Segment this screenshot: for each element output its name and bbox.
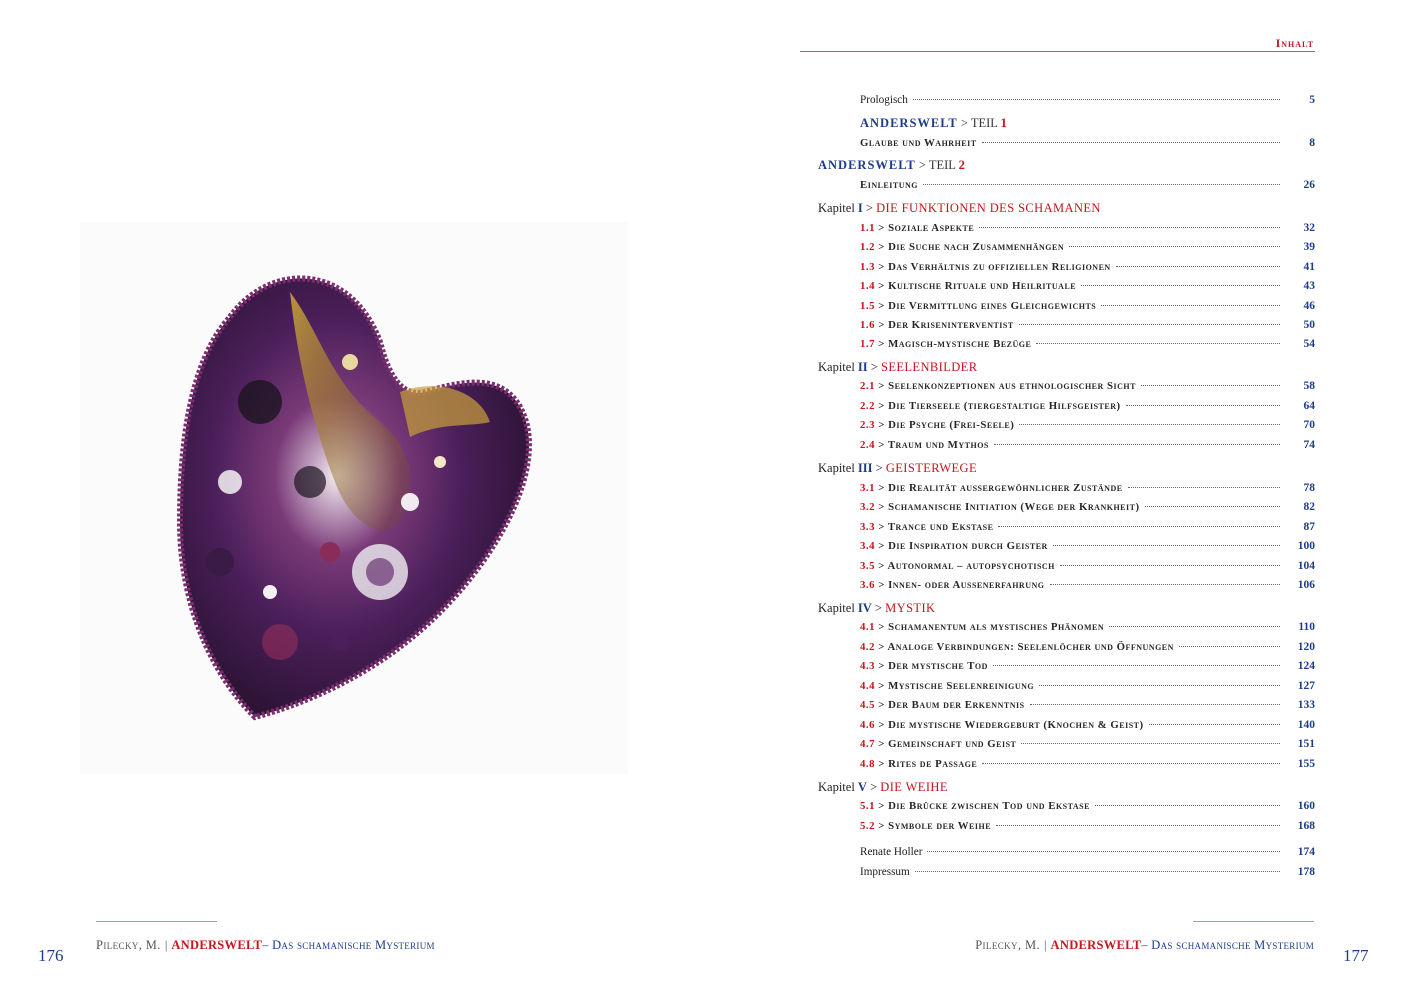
toc-entry-label: 1.1 > Soziale Aspekte: [860, 222, 975, 234]
section-number: 3.3: [860, 521, 875, 533]
footer-separator: |: [164, 938, 168, 952]
toc-entry[interactable]: [860, 418, 1315, 432]
section-title: Kultische Rituale und Heilrituale: [888, 280, 1077, 292]
toc-entry-label: 2.2 > Die Tierseele (tiergestaltige Hilfsgeister): [860, 400, 1121, 412]
section-title: Die Vermittlung eines Gleichgewichts: [888, 300, 1097, 312]
toc-entry[interactable]: [860, 500, 1315, 514]
toc-entry-label: 5.1 > Die Brücke zwischen Tod und Ekstase: [860, 800, 1090, 812]
toc-entry[interactable]: [860, 399, 1315, 413]
section-number: 1.6: [860, 319, 875, 331]
toc-entry[interactable]: [860, 718, 1315, 732]
toc-entry-page: 100: [1297, 540, 1315, 552]
toc-entry-page: 151: [1297, 738, 1315, 750]
section-title: Die Brücke zwischen Tod und Ekstase: [888, 800, 1090, 812]
chapter-title: DIE WEIHE: [880, 780, 948, 794]
leader-dots: [1126, 405, 1280, 406]
toc-entry-page: 26: [1303, 179, 1315, 191]
toc-entry[interactable]: [860, 559, 1315, 573]
section-title: Die Psyche (Frei-Seele): [888, 419, 1015, 431]
toc-entry-page: 104: [1297, 560, 1315, 572]
chapter-title: DIE FUNKTIONEN DES SCHAMANEN: [876, 201, 1101, 215]
toc-entry[interactable]: [860, 757, 1315, 771]
toc-entry-label: 4.5 > Der Baum der Erkenntnis: [860, 699, 1025, 711]
section-number: 5.2: [860, 820, 875, 832]
toc-entry-page: 120: [1297, 641, 1315, 653]
toc-entry-page: 78: [1303, 482, 1315, 494]
section-title: Soziale Aspekte: [888, 222, 975, 234]
toc-entry-label: 5.2 > Symbole der Weihe: [860, 820, 992, 832]
toc-entry[interactable]: [860, 659, 1315, 673]
leader-dots: [1019, 424, 1280, 425]
toc-entry[interactable]: [860, 481, 1315, 495]
toc-entry-page: 106: [1297, 579, 1315, 591]
chapter-heading-3: [818, 461, 977, 476]
toc-entry-impressum[interactable]: [860, 865, 1315, 879]
chapter-heading-2: [818, 360, 977, 375]
toc-entry[interactable]: [860, 279, 1315, 293]
chapter-prefix: Kapitel: [818, 201, 858, 215]
toc-entry-label: 4.8 > Rites de Passage: [860, 758, 978, 770]
chapter-prefix: Kapitel: [818, 601, 858, 615]
toc-entry-label: Renate Holler: [860, 846, 923, 858]
leader-dots: [979, 227, 1280, 228]
section-title: Magisch-mystische Bezüge: [888, 338, 1032, 350]
leader-dots: [913, 99, 1280, 100]
toc-entry-label: 3.1 > Die Realität aussergewöhnlicher Zustände: [860, 482, 1123, 494]
leader-dots: [1109, 626, 1280, 627]
chapter-heading-5: [818, 780, 948, 795]
page-header-title: Inhalt: [1275, 36, 1314, 50]
toc-entry-label: 4.6 > Die mystische Wiedergeburt (Knochen & Geist): [860, 719, 1144, 731]
leader-dots: [1179, 646, 1280, 647]
toc-entry-renate-holler[interactable]: [860, 845, 1315, 859]
toc-entry-page: 41: [1303, 261, 1315, 273]
toc-entry[interactable]: [860, 438, 1315, 452]
leader-dots: [982, 142, 1280, 143]
toc-entry-page: 174: [1297, 846, 1315, 858]
chapter-arrow: >: [872, 461, 886, 475]
leader-dots: [1141, 385, 1280, 386]
chapter-roman: IV: [857, 601, 872, 615]
chapter-prefix: Kapitel: [818, 780, 858, 794]
toc-entry-part2[interactable]: [860, 178, 1315, 192]
toc-entry-page: 58: [1303, 380, 1315, 392]
leader-dots: [998, 526, 1280, 527]
toc-entry[interactable]: [860, 737, 1315, 751]
leader-dots: [982, 763, 1280, 764]
toc-entry[interactable]: [860, 539, 1315, 553]
toc-entry-page: 70: [1303, 419, 1315, 431]
section-number: 4.4: [860, 680, 875, 692]
section-title: Das Verhältnis zu offiziellen Religionen: [888, 261, 1111, 273]
chapter-arrow: >: [866, 780, 881, 794]
leader-dots: [1101, 305, 1280, 306]
section-number: 4.1: [860, 621, 875, 633]
chapter-roman: II: [857, 360, 868, 374]
toc-entry[interactable]: [860, 698, 1315, 712]
toc-entry-page: 127: [1297, 680, 1315, 692]
toc-entry[interactable]: [860, 640, 1315, 654]
section-title: Der Kriseninterventist: [888, 319, 1014, 331]
footer-book-title: ANDERSWELT: [1050, 938, 1142, 952]
section-title: Symbole der Weihe: [888, 820, 992, 832]
section-number: 4.7: [860, 738, 875, 750]
chapter-title: GEISTERWEGE: [885, 461, 978, 475]
toc-entry-page: 74: [1303, 439, 1315, 451]
part-brand: ANDERSWELT: [818, 158, 916, 172]
toc-entry-label: 3.2 > Schamanische Initiation (Wege der Krankheit): [860, 501, 1140, 513]
toc-entry-label: 1.7 > Magisch-mystische Bezüge: [860, 338, 1032, 350]
section-number: 4.3: [860, 660, 875, 672]
section-title: Rites de Passage: [888, 758, 978, 770]
toc-entry[interactable]: [860, 620, 1315, 634]
toc-entry-label: 1.5 > Die Vermittlung eines Gleichgewichts: [860, 300, 1097, 312]
toc-entry[interactable]: [860, 520, 1315, 534]
section-title: Die Tierseele (tiergestaltige Hilfsgeister): [888, 400, 1121, 412]
toc-entry-prolog[interactable]: [860, 93, 1315, 107]
section-title: Schamanentum als mystisches Phänomen: [888, 621, 1105, 633]
part-heading-1: [860, 116, 1007, 131]
leader-dots: [1081, 285, 1280, 286]
footer-book-title: ANDERSWELT: [171, 938, 263, 952]
part-brand: ANDERSWELT: [860, 116, 958, 130]
leader-dots: [1116, 266, 1280, 267]
footer-book-subtitle: – Das schamanische Mysterium: [262, 938, 435, 952]
section-title: Die mystische Wiedergeburt (Knochen & Geist): [888, 719, 1144, 731]
toc-entry-page: 43: [1303, 280, 1315, 292]
section-title: Die Suche nach Zusammenhängen: [888, 241, 1065, 253]
toc-entry-page: 64: [1303, 400, 1315, 412]
section-number: 4.8: [860, 758, 875, 770]
section-number: 1.5: [860, 300, 875, 312]
section-title: Gemeinschaft und Geist: [888, 738, 1017, 750]
section-number: 1.3: [860, 261, 875, 273]
leader-dots: [915, 871, 1280, 872]
toc-entry-label: 2.1 > Seelenkonzeptionen aus ethnologischer Sicht: [860, 380, 1136, 392]
part-heading-2: [818, 158, 965, 173]
section-number: 1.4: [860, 280, 875, 292]
leader-dots: [1050, 584, 1281, 585]
chapter-roman: III: [857, 461, 873, 475]
toc-entry[interactable]: [860, 379, 1315, 393]
section-number: 4.5: [860, 699, 875, 711]
leader-dots: [1030, 704, 1280, 705]
chapter-heading-4: [818, 601, 935, 616]
toc-entry-page: 39: [1303, 241, 1315, 253]
chapter-arrow: >: [862, 201, 877, 215]
toc-entry-page: 160: [1297, 800, 1315, 812]
toc-entry-label: 4.1 > Schamanentum als mystisches Phänomen: [860, 621, 1105, 633]
toc-entry[interactable]: [860, 679, 1315, 693]
section-title: Mystische Seelenreinigung: [888, 680, 1035, 692]
part-number: 1: [1000, 116, 1007, 130]
section-title: Der Baum der Erkenntnis: [888, 699, 1025, 711]
toc-entry-label: 3.4 > Die Inspiration durch Geister: [860, 540, 1048, 552]
leader-dots: [1095, 805, 1280, 806]
toc-entry[interactable]: [860, 318, 1315, 332]
leader-dots: [1069, 246, 1280, 247]
part-label: > TEIL: [915, 158, 959, 172]
toc-entry[interactable]: [860, 337, 1315, 351]
section-number: 2.4: [860, 439, 875, 451]
toc-entry[interactable]: [860, 299, 1315, 313]
toc-entry[interactable]: [860, 221, 1315, 235]
section-title: Analoge Verbindungen: Seelenlöcher und Öffnungen: [887, 641, 1174, 653]
toc-entry-page: 155: [1297, 758, 1315, 770]
section-title: Die Inspiration durch Geister: [888, 540, 1048, 552]
leader-dots: [1149, 724, 1280, 725]
section-title: Der mystische Tod: [888, 660, 988, 672]
section-number: 2.1: [860, 380, 875, 392]
section-title: Trance und Ekstase: [887, 521, 994, 533]
toc-entry-label: 1.6 > Der Kriseninterventist: [860, 319, 1014, 331]
toc-entry-label: 3.6 > Innen- oder Aussenerfahrung: [860, 579, 1045, 591]
leader-dots: [993, 665, 1280, 666]
toc-entry[interactable]: [860, 819, 1315, 833]
section-number: 1.2: [860, 241, 875, 253]
section-title: Traum und Mythos: [887, 439, 989, 451]
leader-dots: [927, 851, 1280, 852]
toc-entry-page: 82: [1303, 501, 1315, 513]
toc-entry-label: 4.7 > Gemeinschaft und Geist: [860, 738, 1017, 750]
chapter-prefix: Kapitel: [818, 461, 858, 475]
toc-entry-page: 8: [1309, 137, 1315, 149]
section-number: 5.1: [860, 800, 875, 812]
section-number: 3.6: [860, 579, 875, 591]
section-number: 3.4: [860, 540, 875, 552]
toc-entry-page: 168: [1297, 820, 1315, 832]
footer-separator: |: [1044, 938, 1047, 952]
leader-dots: [1060, 565, 1280, 566]
toc-entry-label: 2.4 > Traum und Mythos: [860, 439, 989, 451]
toc-entry-label: 1.4 > Kultische Rituale und Heilrituale: [860, 280, 1077, 292]
toc-entry-page: 140: [1297, 719, 1315, 731]
leader-dots: [1053, 545, 1280, 546]
footer-right: [975, 938, 1314, 953]
toc-entry-page: 124: [1297, 660, 1315, 672]
section-number: 3.2: [860, 501, 875, 513]
leader-dots: [994, 444, 1280, 445]
chapter-roman: V: [857, 780, 867, 794]
leader-dots: [1021, 743, 1280, 744]
part-label: > TEIL: [957, 116, 1001, 130]
leader-dots: [996, 825, 1280, 826]
chapter-arrow: >: [871, 601, 886, 615]
footer-author: Pilecky, M.: [96, 938, 161, 952]
toc-entry-page: 54: [1303, 338, 1315, 350]
toc-entry-page: 5: [1309, 94, 1315, 106]
toc-entry-page: 87: [1303, 521, 1315, 533]
toc-entry-page: 32: [1303, 222, 1315, 234]
section-number: 1.7: [860, 338, 875, 350]
leader-dots: [1128, 487, 1280, 488]
chapter-title: SEELENBILDER: [880, 360, 978, 374]
toc-entry-page: 50: [1303, 319, 1315, 331]
toc-entry-label: 3.5 > Autonormal – autopsychotisch: [860, 560, 1055, 572]
section-title: Schamanische Initiation (Wege der Krankheit): [888, 501, 1140, 513]
toc-entry-label: 4.3 > Der mystische Tod: [860, 660, 988, 672]
toc-entry[interactable]: [860, 799, 1315, 813]
chapter-prefix: Kapitel: [818, 360, 858, 374]
section-number: 3.5: [860, 560, 875, 572]
leader-dots: [923, 184, 1280, 185]
toc-entry-page: 46: [1303, 300, 1315, 312]
section-number: 2.3: [860, 419, 875, 431]
footer-rule-right: [1193, 921, 1314, 922]
toc-entry-label: Einleitung: [860, 179, 918, 191]
toc-entry-page: 110: [1298, 621, 1315, 633]
leader-dots: [1039, 685, 1280, 686]
toc-entry-label: 2.3 > Die Psyche (Frei-Seele): [860, 419, 1015, 431]
part-number: 2: [958, 158, 965, 172]
section-number: 3.1: [860, 482, 875, 494]
toc-entry-label: 1.3 > Das Verhältnis zu offiziellen Religionen: [860, 261, 1111, 273]
toc-entry-label: Glaube und Wahrheit: [860, 137, 977, 149]
page-number-right: 177: [1343, 946, 1369, 965]
section-title: Innen- oder Aussenerfahrung: [888, 579, 1045, 591]
toc-entry[interactable]: [860, 240, 1315, 254]
toc-entry-label: 1.2 > Die Suche nach Zusammenhängen: [860, 241, 1065, 253]
section-number: 4.6: [860, 719, 875, 731]
page-number-left: 176: [38, 946, 64, 965]
toc-entry-label: 4.4 > Mystische Seelenreinigung: [860, 680, 1035, 692]
chapter-roman: I: [857, 201, 863, 215]
leader-dots: [1145, 506, 1280, 507]
section-number: 1.1: [860, 222, 875, 234]
chapter-arrow: >: [867, 360, 881, 374]
footer-author: Pilecky, M.: [975, 938, 1041, 952]
toc-entry[interactable]: [860, 578, 1315, 592]
section-title: Autonormal – autopsychotisch: [887, 560, 1055, 572]
toc-entry-label: Impressum: [860, 866, 910, 878]
section-number: 4.2: [860, 641, 875, 653]
chapter-title: MYSTIK: [885, 601, 936, 615]
leader-dots: [1019, 324, 1280, 325]
toc-entry-page: 178: [1297, 866, 1315, 878]
toc-entry-page: 133: [1297, 699, 1315, 711]
section-number: 2.2: [860, 400, 875, 412]
section-title: Seelenkonzeptionen aus ethnologischer Sicht: [888, 380, 1136, 392]
toc-entry-label: 3.3 > Trance und Ekstase: [860, 521, 994, 533]
toc-entry-label: Prologisch: [860, 94, 908, 106]
toc-entry[interactable]: [860, 260, 1315, 274]
toc-entry-label: 4.2 > Analoge Verbindungen: Seelenlöcher und Öffnungen: [860, 641, 1174, 653]
toc-entry-part1[interactable]: [860, 136, 1315, 150]
section-title: Die Realität aussergewöhnlicher Zustände: [888, 482, 1123, 494]
chapter-heading-1: [818, 201, 1101, 216]
leader-dots: [1036, 343, 1280, 344]
footer-book-subtitle: – Das schamanische Mysterium: [1141, 938, 1314, 952]
